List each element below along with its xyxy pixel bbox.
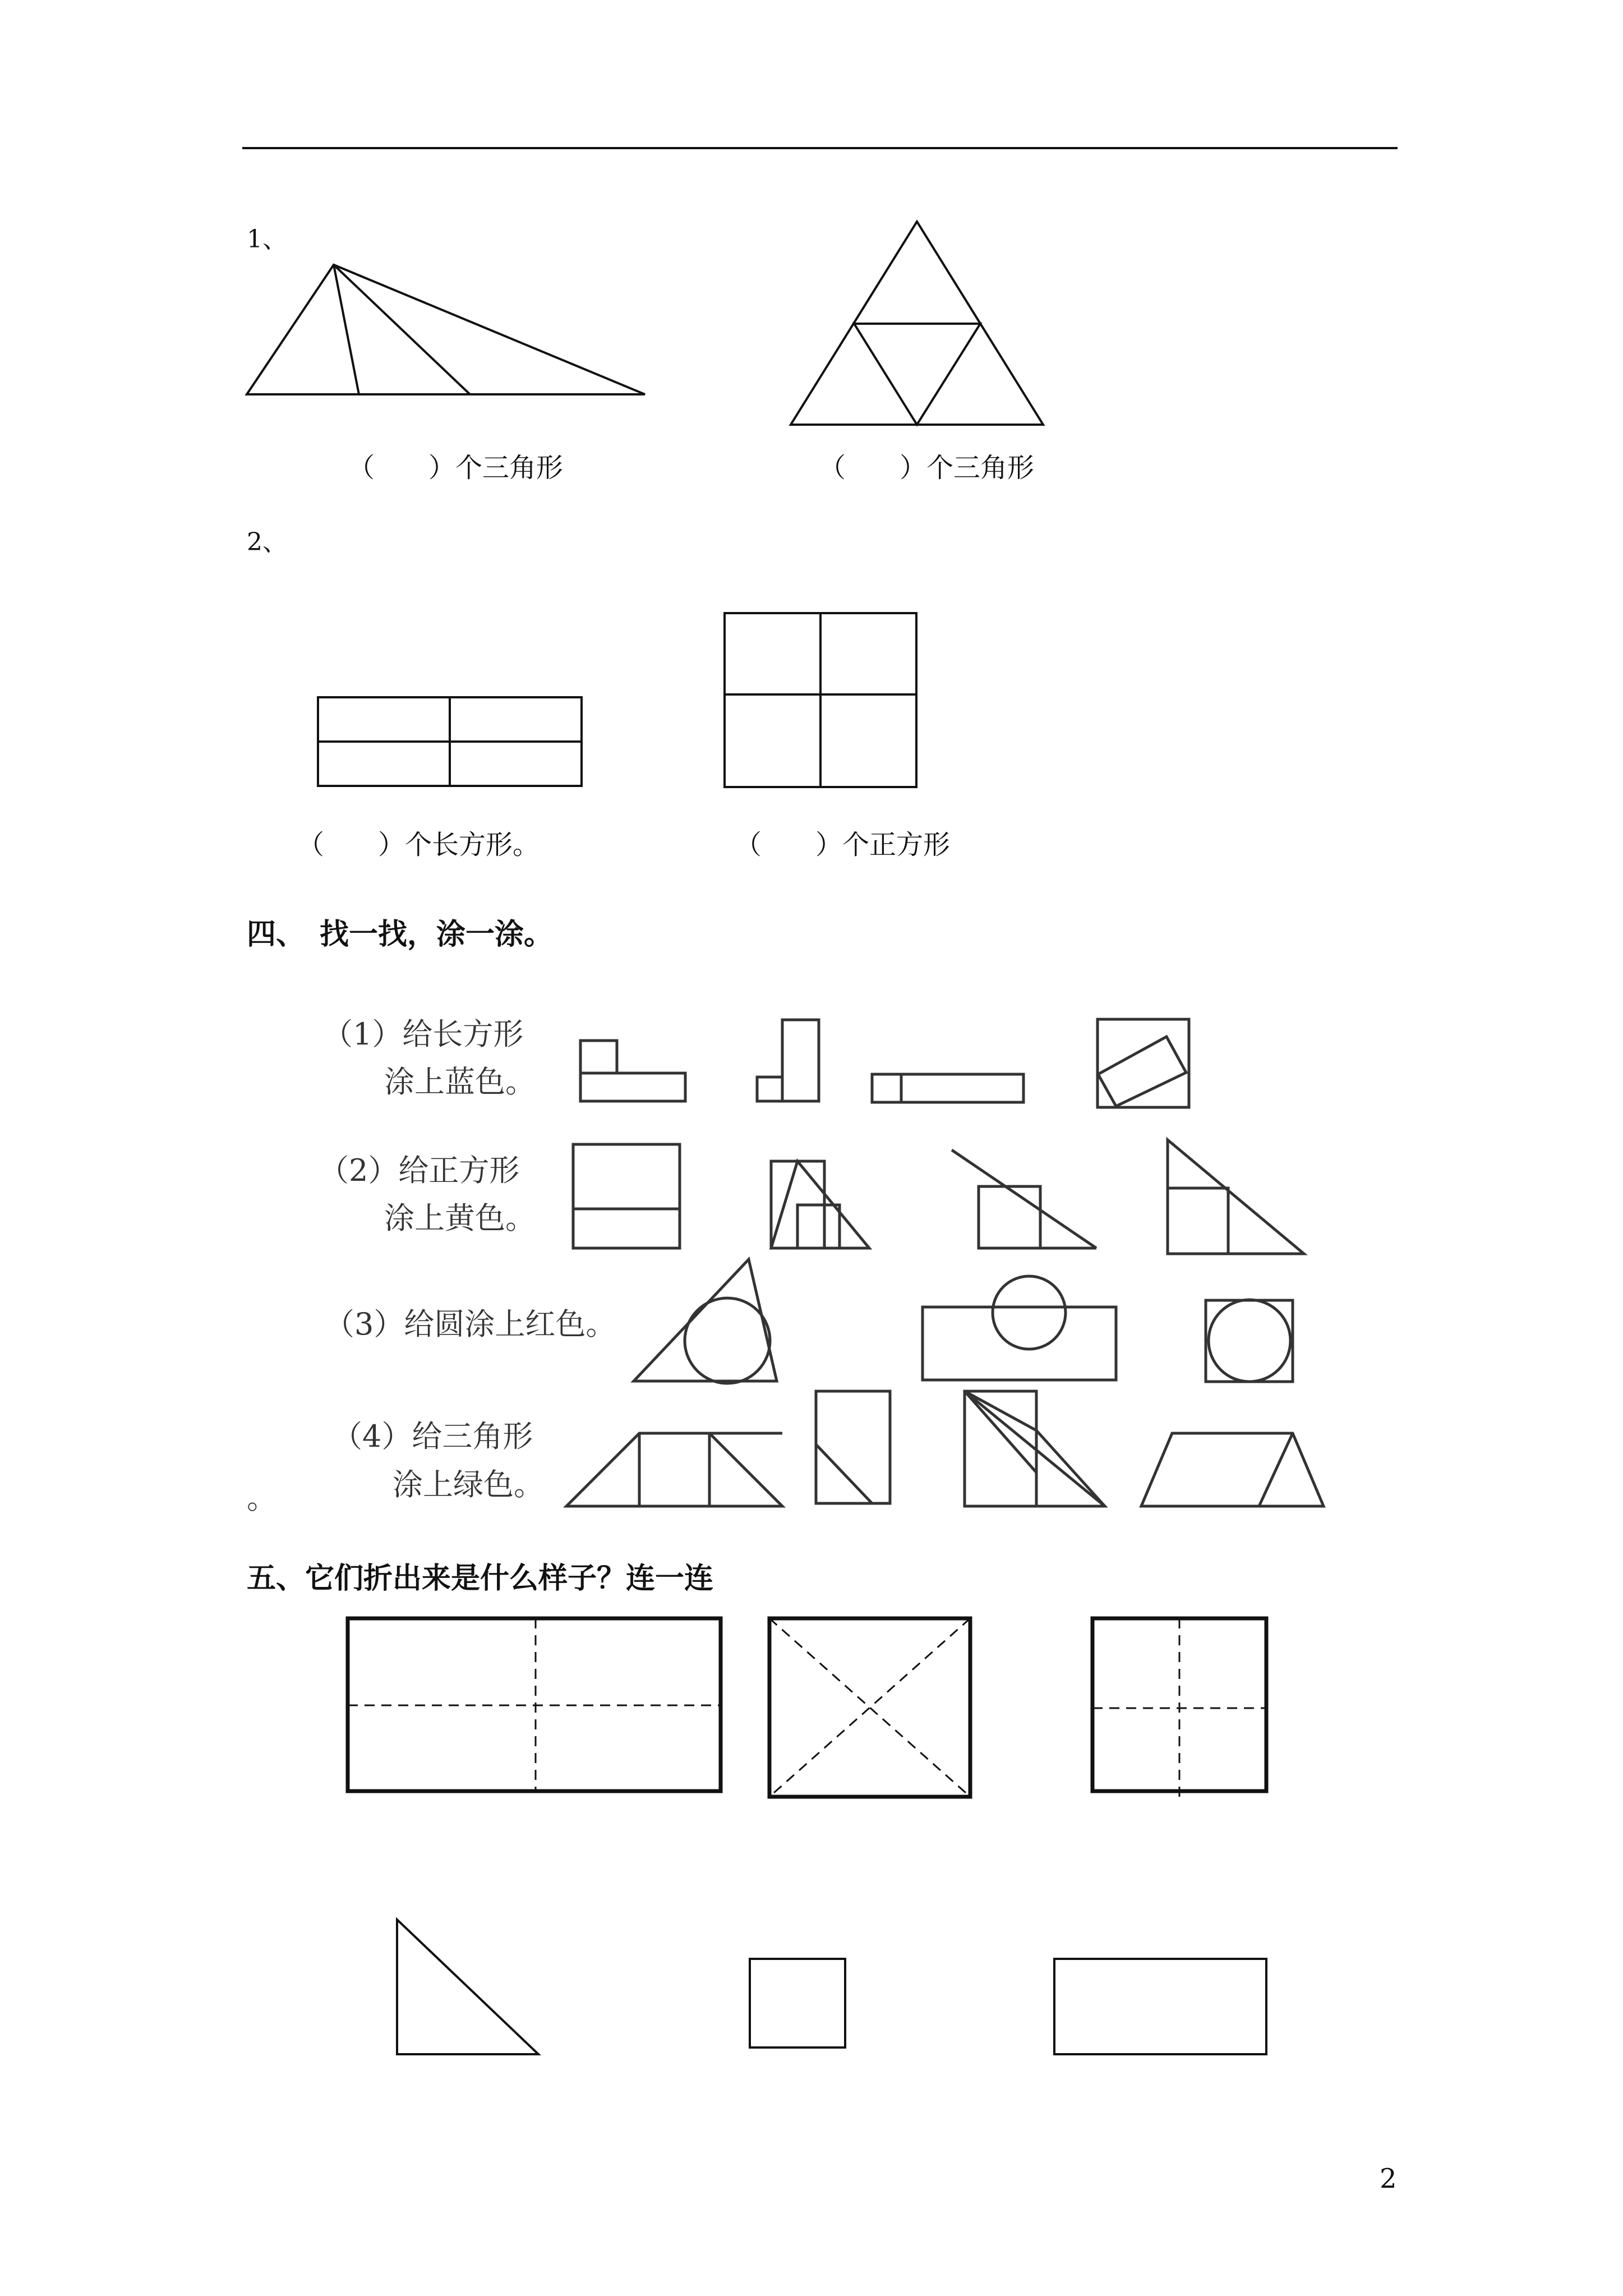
part-4-row-3-label: （3）给圆涂上红色。 [324, 1306, 616, 1342]
page-number: 2 [1380, 2163, 1397, 2194]
part-4-row-1-label-line1: （1）给长方形 [322, 1016, 524, 1052]
header-rule [242, 147, 1398, 149]
question-1-number: 1、 [247, 225, 287, 254]
part-4-row-4-label-line2: 涂上绿色。 [393, 1467, 544, 1502]
part-4-row-1-label-line2: 涂上蓝色。 [384, 1064, 536, 1099]
part-4-title: 四、 找一找，涂一涂。 [247, 918, 554, 951]
question-2-left-caption: （ ）个长方形。 [297, 829, 540, 861]
question-2-number: 2、 [247, 528, 287, 556]
part-5-title: 五、它们折出来是什么样子？连一连 [247, 1562, 714, 1595]
question-1-left-caption: （ ）个三角形 [348, 452, 564, 484]
part-4-row-2-label-line1: （2）给正方形 [319, 1153, 520, 1188]
part-4-row-2-label-line2: 涂上黄色。 [384, 1200, 536, 1236]
part-4-stray-mark: 。 [247, 1480, 277, 1516]
question-2-right-caption: （ ）个正方形 [735, 829, 951, 861]
part-4-row-4-label-line1: （4）给三角形 [332, 1419, 533, 1454]
folded-result-rectangle [0, 0, 1, 1]
question-1-right-caption: （ ）个三角形 [819, 452, 1035, 484]
